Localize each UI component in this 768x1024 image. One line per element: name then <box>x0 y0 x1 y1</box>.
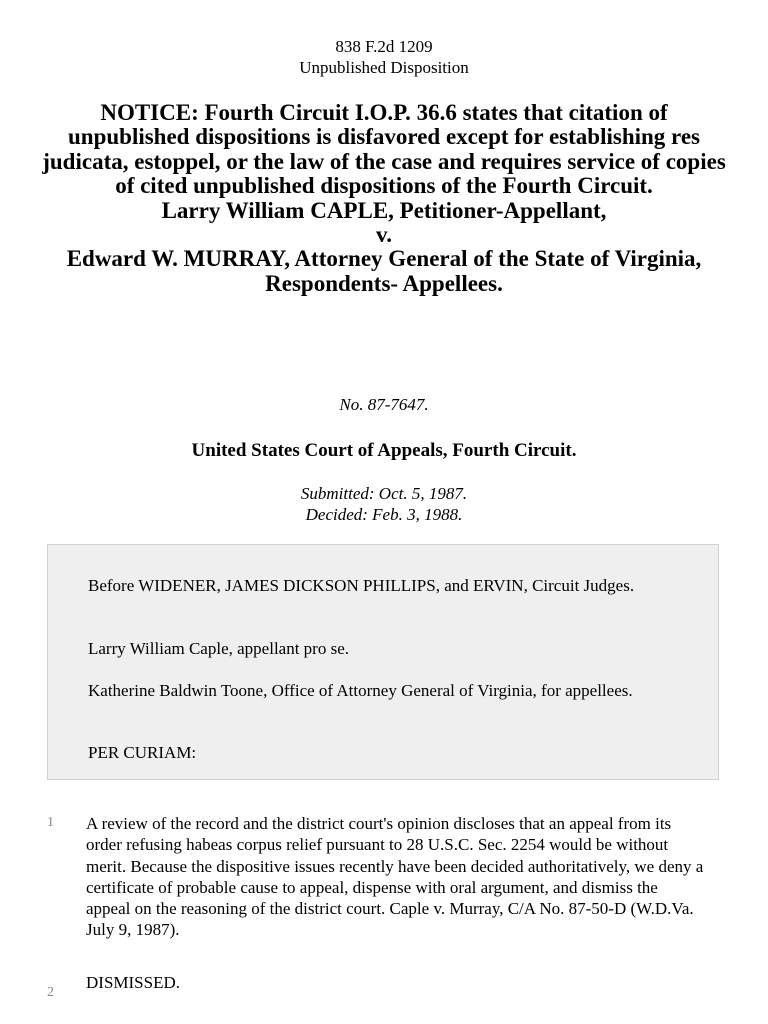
case-header <box>0 36 768 78</box>
submitted-date: Submitted: Oct. 5, 1987. <box>300 484 468 503</box>
paragraph-number: 1 <box>47 815 54 830</box>
judges-line: Before WIDENER, JAMES DICKSON PHILLIPS, and ERVIN, Circuit Judges. <box>88 576 635 595</box>
disposition-paragraph: DISMISSED. <box>86 973 180 992</box>
decided-date: Decided: Feb. 3, 1988. <box>305 505 463 524</box>
notice-text: NOTICE: Fourth Circuit I.O.P. 36.6 states that citation of unpublished dispositions is disfavored except for establishing res judicata, estoppel, or the law of the case and requires service of copies of cited unpublished dispositions of the Fourth Circuit. <box>42 100 726 199</box>
case-citation: 838 F.2d 1209 <box>335 37 433 56</box>
paragraph-number: 2 <box>47 985 54 1000</box>
panel-box <box>47 544 719 780</box>
appellee-role: Respondents- Appellees. <box>265 270 503 296</box>
appellee-name: Edward W. MURRAY, Attorney General of the State of Virginia, <box>66 246 702 272</box>
versus-label: v. <box>376 222 392 248</box>
docket-number: No. 87-7647. <box>339 395 429 414</box>
per-curiam-label: PER CURIAM: <box>88 743 197 762</box>
opinion-paragraph: A review of the record and the district court's opinion discloses that an appeal from its order refusing habeas corpus relief pursuant to 28 U.S.C. Sec. 2254 would be without merit. Because the dispositive issues recently have been decided authoritatively, we deny a certificate of probable cause to appeal, dispense with oral argument, and dismiss the appeal on the reasoning of the district court. Caple v. Murray, C/A No. 87-50-D (W.D.Va. July 9, 1987). <box>86 814 704 940</box>
appellant-counsel: Larry William Caple, appellant pro se. <box>88 639 350 658</box>
appellant-name: Larry William CAPLE, Petitioner-Appellant, <box>161 197 607 223</box>
court-name: United States Court of Appeals, Fourth Circuit. <box>191 440 577 461</box>
case-caption <box>40 101 728 296</box>
case-dates <box>0 483 768 525</box>
disposition-label: Unpublished Disposition <box>299 58 469 77</box>
appellee-counsel: Katherine Baldwin Toone, Office of Attorney General of Virginia, for appellees. <box>88 681 633 700</box>
